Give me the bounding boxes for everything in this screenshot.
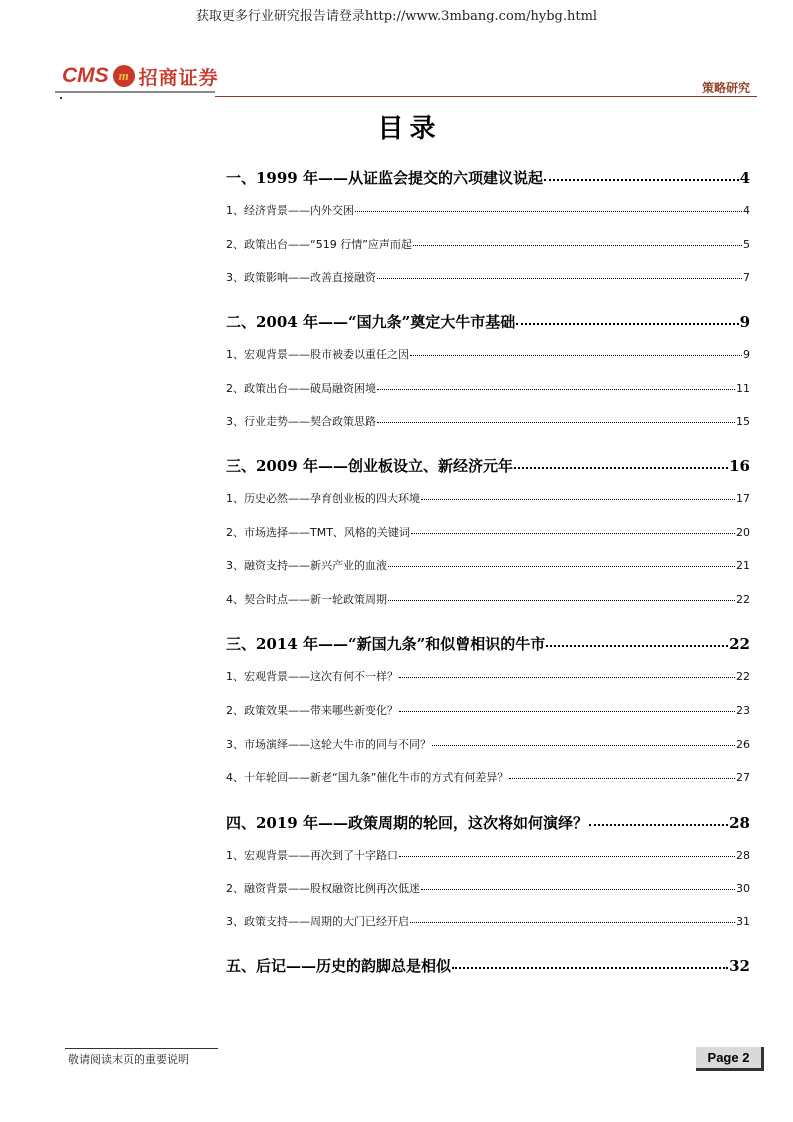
toc-entry-title: 1、经济背景——内外交困	[226, 204, 354, 217]
toc-section-entry[interactable]	[226, 269, 750, 285]
toc-section-entry[interactable]	[226, 913, 750, 929]
toc-entry-title: 2、政策出台——破局融资困境	[226, 382, 376, 395]
toc-chapter-entry[interactable]	[226, 633, 750, 654]
toc-dot-leader	[421, 888, 735, 890]
toc-entry-page: 9	[739, 313, 750, 331]
toc-entry-page: 20	[736, 526, 750, 539]
toc-entry-title: 3、融资支持——新兴产业的血液	[226, 559, 387, 572]
toc-entry-title: 3、政策影响——改善直接融资	[226, 271, 376, 284]
toc-entry-page: 22	[729, 635, 750, 653]
logo-badge-icon: m	[113, 65, 135, 87]
toc-dot-leader	[377, 277, 742, 279]
toc-section-entry[interactable]	[226, 236, 750, 252]
footer-divider	[65, 1048, 218, 1049]
toc-entry-title: 三、2009 年——创业板设立、新经济元年	[226, 457, 513, 475]
toc-entry-page: 31	[736, 915, 750, 928]
toc-dot-leader	[355, 210, 742, 212]
toc-dot-leader	[388, 565, 735, 567]
cms-logo	[62, 62, 219, 90]
toc-entry-title: 二、2004 年——“国九条”奠定大牛市基础	[226, 313, 516, 331]
toc-dot-leader	[421, 498, 735, 500]
toc-chapter-entry[interactable]	[226, 955, 750, 976]
toc-entry-title: 4、十年轮回——新老“国九条”催化牛市的方式有何差异？	[226, 771, 509, 784]
toc-entry-title: 2、融资背景——股权融资比例再次低迷	[226, 882, 420, 895]
toc-entry-page: 17	[736, 492, 750, 505]
logo-underline	[55, 91, 215, 93]
toc-entry-page: 9	[743, 348, 750, 361]
toc-entry-title: 3、政策支持——周期的大门已经开启	[226, 915, 409, 928]
toc-dot-leader	[546, 644, 728, 647]
toc-entry-page: 30	[736, 882, 750, 895]
toc-dot-leader	[509, 777, 735, 779]
toc-entry-page: 28	[729, 814, 750, 832]
toc-section-entry[interactable]	[226, 847, 750, 863]
toc-dot-leader	[377, 388, 735, 390]
toc-dot-leader	[399, 710, 735, 712]
toc-dot-leader	[413, 244, 742, 246]
toc-entry-title: 1、宏观背景——再次到了十字路口	[226, 849, 398, 862]
toc-dot-leader	[410, 921, 735, 923]
toc-dot-leader	[514, 466, 728, 469]
toc-entry-title: 2、政策效果——带来哪些新变化？	[226, 704, 398, 717]
page-number-box: Page 2	[696, 1047, 764, 1071]
toc-section-entry[interactable]	[226, 557, 750, 573]
toc-chapter-entry[interactable]	[226, 167, 750, 188]
toc-chapter-entry[interactable]	[226, 812, 750, 833]
toc-dot-leader	[411, 532, 735, 534]
toc-dot-leader	[516, 322, 738, 325]
toc-entry-page: 4	[739, 169, 750, 187]
toc-entry-title: 1、宏观背景——这次有何不一样？	[226, 670, 398, 683]
toc-section-entry[interactable]	[226, 736, 750, 752]
toc-entry-page: 16	[729, 457, 750, 475]
toc-entry-page: 23	[736, 704, 750, 717]
toc-entry-page: 15	[736, 415, 750, 428]
toc-entry-page: 22	[736, 593, 750, 606]
toc-dot-leader	[399, 855, 735, 857]
toc-entry-title: 1、宏观背景——股市被委以重任之因	[226, 348, 409, 361]
toc-section-entry[interactable]	[226, 202, 750, 218]
toc-entry-page: 28	[736, 849, 750, 862]
toc-entry-title: 2、政策出台——“519 行情”应声而起	[226, 238, 412, 251]
top-banner: 获取更多行业研究报告请登录http://www.3mbang.com/hybg.html	[195, 9, 598, 24]
toc-section-entry[interactable]	[226, 702, 750, 718]
page-title: 目录	[377, 114, 442, 144]
toc-entry-page: 4	[743, 204, 750, 217]
toc-entry-title: 三、2014 年——“新国九条”和似曾相识的牛市	[226, 635, 546, 653]
toc-dot-leader	[410, 354, 742, 356]
toc-entry-title: 四、2019 年——政策周期的轮回，这次将如何演绎？	[226, 814, 588, 832]
toc-entry-page: 22	[736, 670, 750, 683]
toc-dot-leader	[544, 178, 739, 181]
toc-dot-leader	[399, 676, 735, 678]
toc-dot-leader	[388, 599, 735, 601]
toc-entry-page: 5	[743, 238, 750, 251]
toc-entry-page: 11	[736, 382, 750, 395]
toc-section-entry[interactable]	[226, 591, 750, 607]
toc-entry-title: 1、历史必然——孕育创业板的四大环境	[226, 492, 420, 505]
toc-chapter-entry[interactable]	[226, 311, 750, 332]
toc-entry-title: 4、契合时点——新一轮政策周期	[226, 593, 387, 606]
toc-entry-page: 21	[736, 559, 750, 572]
toc-dot-leader	[452, 966, 728, 969]
toc-section-entry[interactable]	[226, 668, 750, 684]
toc-chapter-entry[interactable]	[226, 455, 750, 476]
toc-dot-leader	[377, 421, 735, 423]
toc-dot-leader	[589, 823, 728, 826]
toc-section-entry[interactable]	[226, 880, 750, 896]
toc-section-entry[interactable]	[226, 346, 750, 362]
toc-section-entry[interactable]	[226, 524, 750, 540]
toc-entry-title: 2、市场选择——TMT、风格的关键词	[226, 526, 410, 539]
logo-latin: CMS	[62, 64, 109, 87]
toc-section-entry[interactable]	[226, 769, 750, 785]
toc-entry-page: 32	[729, 957, 750, 975]
logo-chinese: 招商证券	[138, 66, 219, 89]
small-dot	[60, 97, 62, 99]
header-divider	[215, 96, 757, 97]
toc-section-entry[interactable]	[226, 490, 750, 506]
toc-entry-title: 一、1999 年——从证监会提交的六项建议说起	[226, 169, 543, 187]
header-tag: 策略研究	[702, 81, 751, 95]
toc-entry-page: 7	[743, 271, 750, 284]
toc-entry-title: 五、后记——历史的韵脚总是相似	[226, 957, 452, 975]
toc-dot-leader	[432, 744, 735, 746]
footer-note: 敬请阅读末页的重要说明	[68, 1053, 189, 1066]
toc-entry-page: 26	[736, 738, 750, 751]
toc-section-entry[interactable]	[226, 413, 750, 429]
toc-entry-title: 3、市场演绎——这轮大牛市的同与不同？	[226, 738, 431, 751]
toc-section-entry[interactable]	[226, 380, 750, 396]
toc-entry-page: 27	[736, 771, 750, 784]
toc-entry-title: 3、行业走势——契合政策思路	[226, 415, 376, 428]
